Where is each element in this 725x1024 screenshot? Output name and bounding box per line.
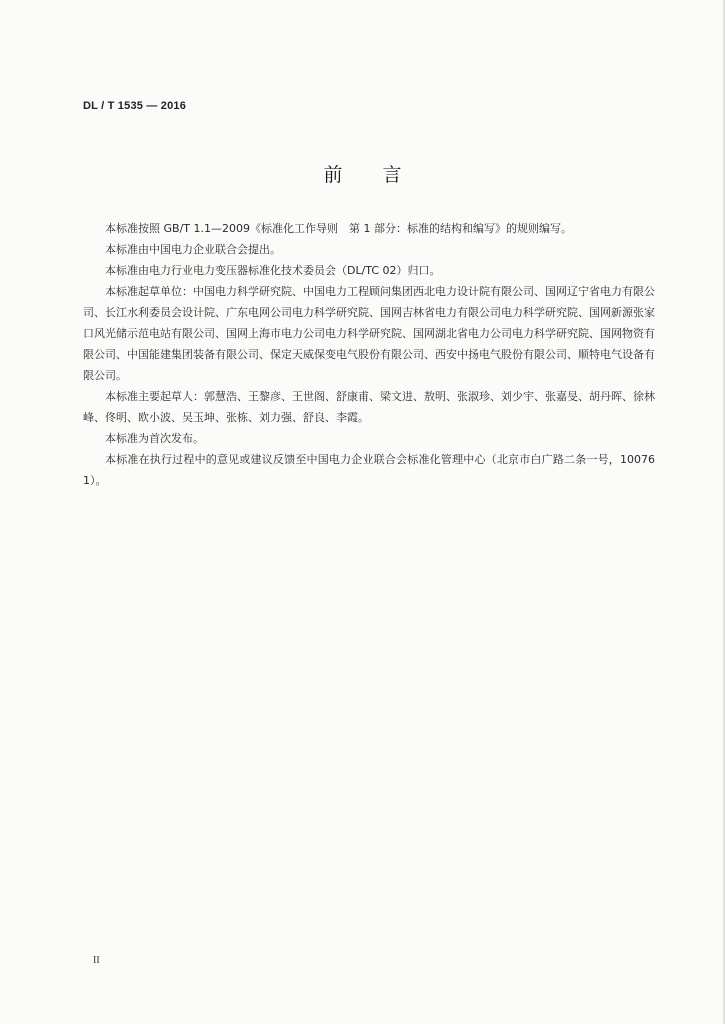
paragraph-feedback: 本标准在执行过程中的意见或建议反馈至中国电力企业联合会标准化管理中心（北京市白广路二条一号，100761）。 — [83, 453, 655, 487]
paragraph-drafting-units: 本标准起草单位：中国电力科学研究院、中国电力工程顾问集团西北电力设计院有限公司、国网辽宁省电力有限公司、长江水利委员会设计院、广东电网公司电力科学研究院、国网吉林省电力有限公司电力科学研究院、国网新源张家口风光储示范电站有限公司、国网上海市电力公司电力科学研究院、国网湖北省电力公司电力科学研究院、国网物资有限公司、中国能建集团装备有限公司、保定天威保变电气股份有限公司、西安中扬电气股份有限公司、顺特电气设备有限公司。 — [83, 285, 655, 382]
page-title: 前言 — [323, 164, 442, 186]
paragraph-proposer: 本标准由中国电力企业联合会提出。 — [105, 243, 281, 256]
paragraph-drafting-rules: 本标准按照 GB/T 1.1—2009《标准化工作导则 第 1 部分：标准的结构和编写》的规则编写。 — [105, 222, 572, 235]
foreword-body — [83, 218, 655, 491]
paragraph-first-release: 本标准为首次发布。 — [105, 432, 204, 445]
page-number: II — [93, 955, 100, 966]
paragraph-administrator: 本标准由电力行业电力变压器标准化技术委员会（DL/TC 02）归口。 — [105, 264, 441, 277]
paragraph-main-drafters: 本标准主要起草人：郭慧浩、王黎彦、王世阁、舒康甫、梁文进、敖明、张淑珍、刘少宇、张嘉旻、胡丹晖、徐林峰、佟明、欧小波、吴玉坤、张栋、刘力强、舒良、李霞。 — [83, 390, 655, 424]
standard-code: DL / T 1535 — 2016 — [83, 100, 187, 112]
